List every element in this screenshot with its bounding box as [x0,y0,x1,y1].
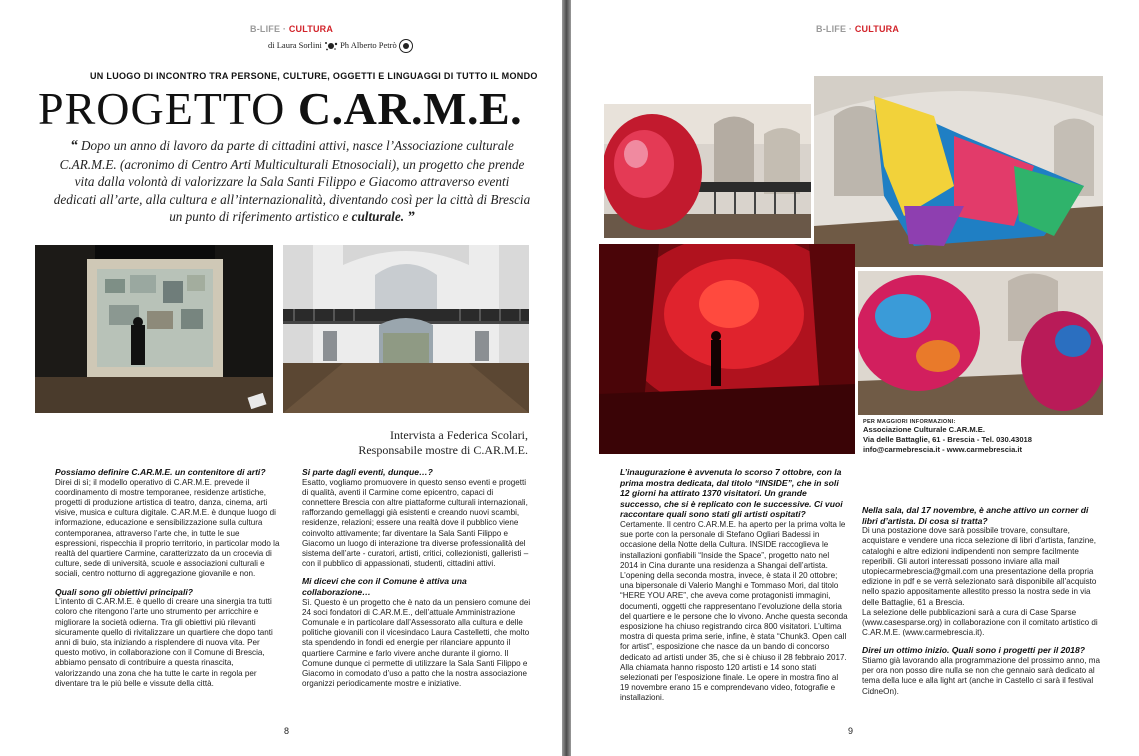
left-page [0,0,562,756]
answer-paragraph: Esatto, vogliamo promuovere in questo senso eventi e progetti di qualità, aventi il Carmine come epicentro, capaci di connettere Brescia con altre piattaforme culturali internazionali, rafforzando gemellaggi già esistenti e creando nuovi scambi, residenze, relazioni; essere una realtà dove il pubblico viene coinvolto attivamente; far diventare la Sala Santi Filippo e Giacomo un luogo di interazione tra diverse professionalità del sistema dell’arte - curatori, artisti, critici, collezionisti, galleristi – con il pubblico di appassionati, studenti, cittadini attivi. [302,477,529,569]
article-column-1 [55,467,281,696]
article-kicker: UN LUOGO DI INCONTRO TRA PERSONE, CULTURE, OGGETTI E LINGUAGGI DI TUTTO IL MONDO [90,71,538,81]
more-info-box [863,419,1032,455]
article-column-2 [302,467,532,696]
article-title: PROGETTO C.AR.M.E. [38,83,523,134]
question-heading: Mi dicevi che con il Comune è attiva una collaborazione… [302,576,467,598]
question-heading: Quali sono gli obiettivi principali? [55,586,193,597]
answer-paragraph: Direi di sì; il modello operativo di C.AR.M.E. prevede il coordinamento di mostre temporanee, residenze artistiche, progetti di produzione artistica di teatro, danza, cinema, arti visive, musica e cultura digitale. C.AR.M.E. è dunque luogo di informazione, educazione e sensibilizzazione sulla cultura contemporanea, attraverso l’arte che, in tutte le sue espressioni, rispecchia il proprio territorio, in particolar modo la realtà del quartiere Carmine, caratterizzato da un crocevia di culture, sede di università, scuole e associazioni culturali e sociali, centro notturno di aggregazione giovanile e non. [55,477,280,579]
credits [268,39,413,53]
page-number: 9 [848,726,854,736]
red-room-photo [599,244,855,454]
author-credit: di Laura Sorlini [268,39,322,50]
colorful-inflatable-photo [814,76,1103,267]
info-line: Associazione Culturale C.AR.M.E. [863,425,985,434]
page-header: B-LIFE · CULTURA [250,24,334,34]
article-column-3 [620,467,848,711]
answer-paragraph: L’opening della seconda mostra, invece, è stata il 20 ottobre; una bipersonale di Valerio Manghi e Tommaso Mori, dal titolo “HERE YOU ARE”, che aveva come protagonisti immagini, documenti, oggetti che rappresentano l’evoluzione della storia del quartiere e le persone che lo vivono. Anche questa seconda esposizione ha chiuso registrando circa 800 visitatori. L’ultima mostra di questa prima serie, infine, è stata “Chunk3. Open call for artist”, esposizione che nasce da un bando di concorso dedicato ad artisti under 35, che si è chiuso il 28 febbraio 2017. Alla chiamata hanno risposto 120 artisti e 14 sono stati selezionati per l’esposizione finale. Le opere in mostra fino al 19 novembre erano 15 e comprendevano video, fotografie e installazioni. [620,570,848,703]
photo-caption: Intervista a Federica Scolari, Responsabile mostre di C.AR.M.E. [358,428,528,457]
question-heading: Nella sala, dal 17 novembre, è anche attivo un corner di libri d’artista. Di cosa si tratta? [862,505,1089,526]
answer-paragraph: Certamente. Il centro C.AR.M.E. ha aperto per la prima volta le sue porte con la personale di Stefano Ogliari Badessi in occasione della Notte della Cultura. INSIDE raccoglieva le installazioni gonfiabili “Inside the Space”, progetto nato nel 2014 in Cina durante una residenza a Shangai dell’artista. [620,519,846,570]
info-contacts: info@carmebrescia.it - www.carmebrescia.it [863,445,1023,454]
question-heading: Si parte dagli eventi, dunque…? [302,467,433,477]
hall-photo [283,245,529,413]
question-heading: Possiamo definire C.AR.M.E. un contenitore di arti? [55,467,266,477]
article-column-4 [862,505,1102,704]
answer-paragraph: Stiamo già lavorando alla programmazione del prossimo anno, ma per ora non posso dire nulla se non che gennaio sarà dedicato al tema della luce e alla light art (anche in Castello ci sarà il festival CidneOn). [862,656,1100,696]
info-line: Via delle Battaglie, 61 - Brescia - Tel. 030.43018 [863,435,1032,444]
page-gutter [562,0,571,756]
answer-paragraph: Di una postazione dove sarà possibile trovare, consultare, acquistare e vendere una ricca selezione di libri d’artista, fanzine, cataloghi e altre edizioni indipendenti non sempre facilmente reperibili. Gli autori interessati possono inviare alla mail utopiecarmebrescia@gmail.com una presentazione della propria edizione in pdf e se verrà selezionato sarà disponibile all’acquisto nello spazio appositamente allestito presso la nostra sede in via delle Battaglie, 61 a Brescia. [862,526,1097,607]
answer-paragraph: Sì. Questo è un progetto che è nato da un pensiero comune dei 24 soci fondatori di C.AR.M.E., dell’attuale Amministrazione Comunale e in particolare dall’Assessorato alla cultura e delle politiche giovanili con il vicesindaco Laura Castelletti, che molto sta spendendo in fondi ed energie per rilanciare appunto il quartiere Carmine e farlo vivere anche durante il giorno. Il Comune dunque ci permette di utilizzare la Sala Santi Filippo e Giacomo in comodato d’uso a patto che la nostra associazione organizzi periodicamente mostre e iniziative. [302,597,531,689]
answer-paragraph: L’intento di C.AR.M.E. è quello di creare una sinergia tra tutti coloro che ritengono l’arte uno strumento per arricchire e migliorare la società odierna. Tra gli obiettivi più rilevanti sicuramente quello di rivitalizzare un quartiere che dopo tanti anni di buio, sta iniziando a risplendere di nuova vita. Per questo motivo, in collaborazione con il Comune di Brescia, abbiamo pensato di contribuire a questa rinascita, valorizzando una zona che ha tutte le carte in regola per diventare tra le più belle e vissute della città. [55,597,273,688]
photo-credit: Ph Alberto Petrò [340,39,397,50]
answer-paragraph: La selezione delle pubblicazioni sarà a cura di Case Sparse (www.casesparse.org) in collaborazione con il comitato artistico di C.AR.M.E. (www.carmebrescia.it). [862,607,1098,638]
info-title: PER MAGGIORI INFORMAZIONI: [863,419,956,425]
page-number: 8 [284,726,290,736]
camera-lens-icon [399,39,413,53]
pink-inflatable-photo [858,271,1103,415]
question-heading: Direi un ottimo inizio. Quali sono i progetti per il 2018? [862,645,1085,656]
article-intro: “ Dopo un anno di lavoro da parte di cittadini attivi, nasce l’Associazione culturale C.AR.M.E. (acronimo di Centro Arti Multiculturali Etnosociali), un progetto che prende vita dalla volontà di valorizzare la Sala Santi Filippo e Giacomo attraverso eventi dedicati all’arte, alla cultura e all’internazionalità, diventando così per la città di Brescia un punto di riferimento artistico e culturale. ” [53,138,531,225]
question-heading: L’inaugurazione è avvenuta lo scorso 7 ottobre, con la prima mostra dedicata, dal titolo “INSIDE”, che in soli 12 giorni ha attirato 1370 visitatori. Un grande successo, che si è replicato con le successive. Ci vuoi raccontare quali sono stati gli artisti ospitati? [620,467,843,520]
paint-splash-icon [324,41,338,51]
page-header: B-LIFE · CULTURA [816,24,900,34]
gallery-photo [35,245,273,413]
red-inflatable-photo [604,104,811,238]
